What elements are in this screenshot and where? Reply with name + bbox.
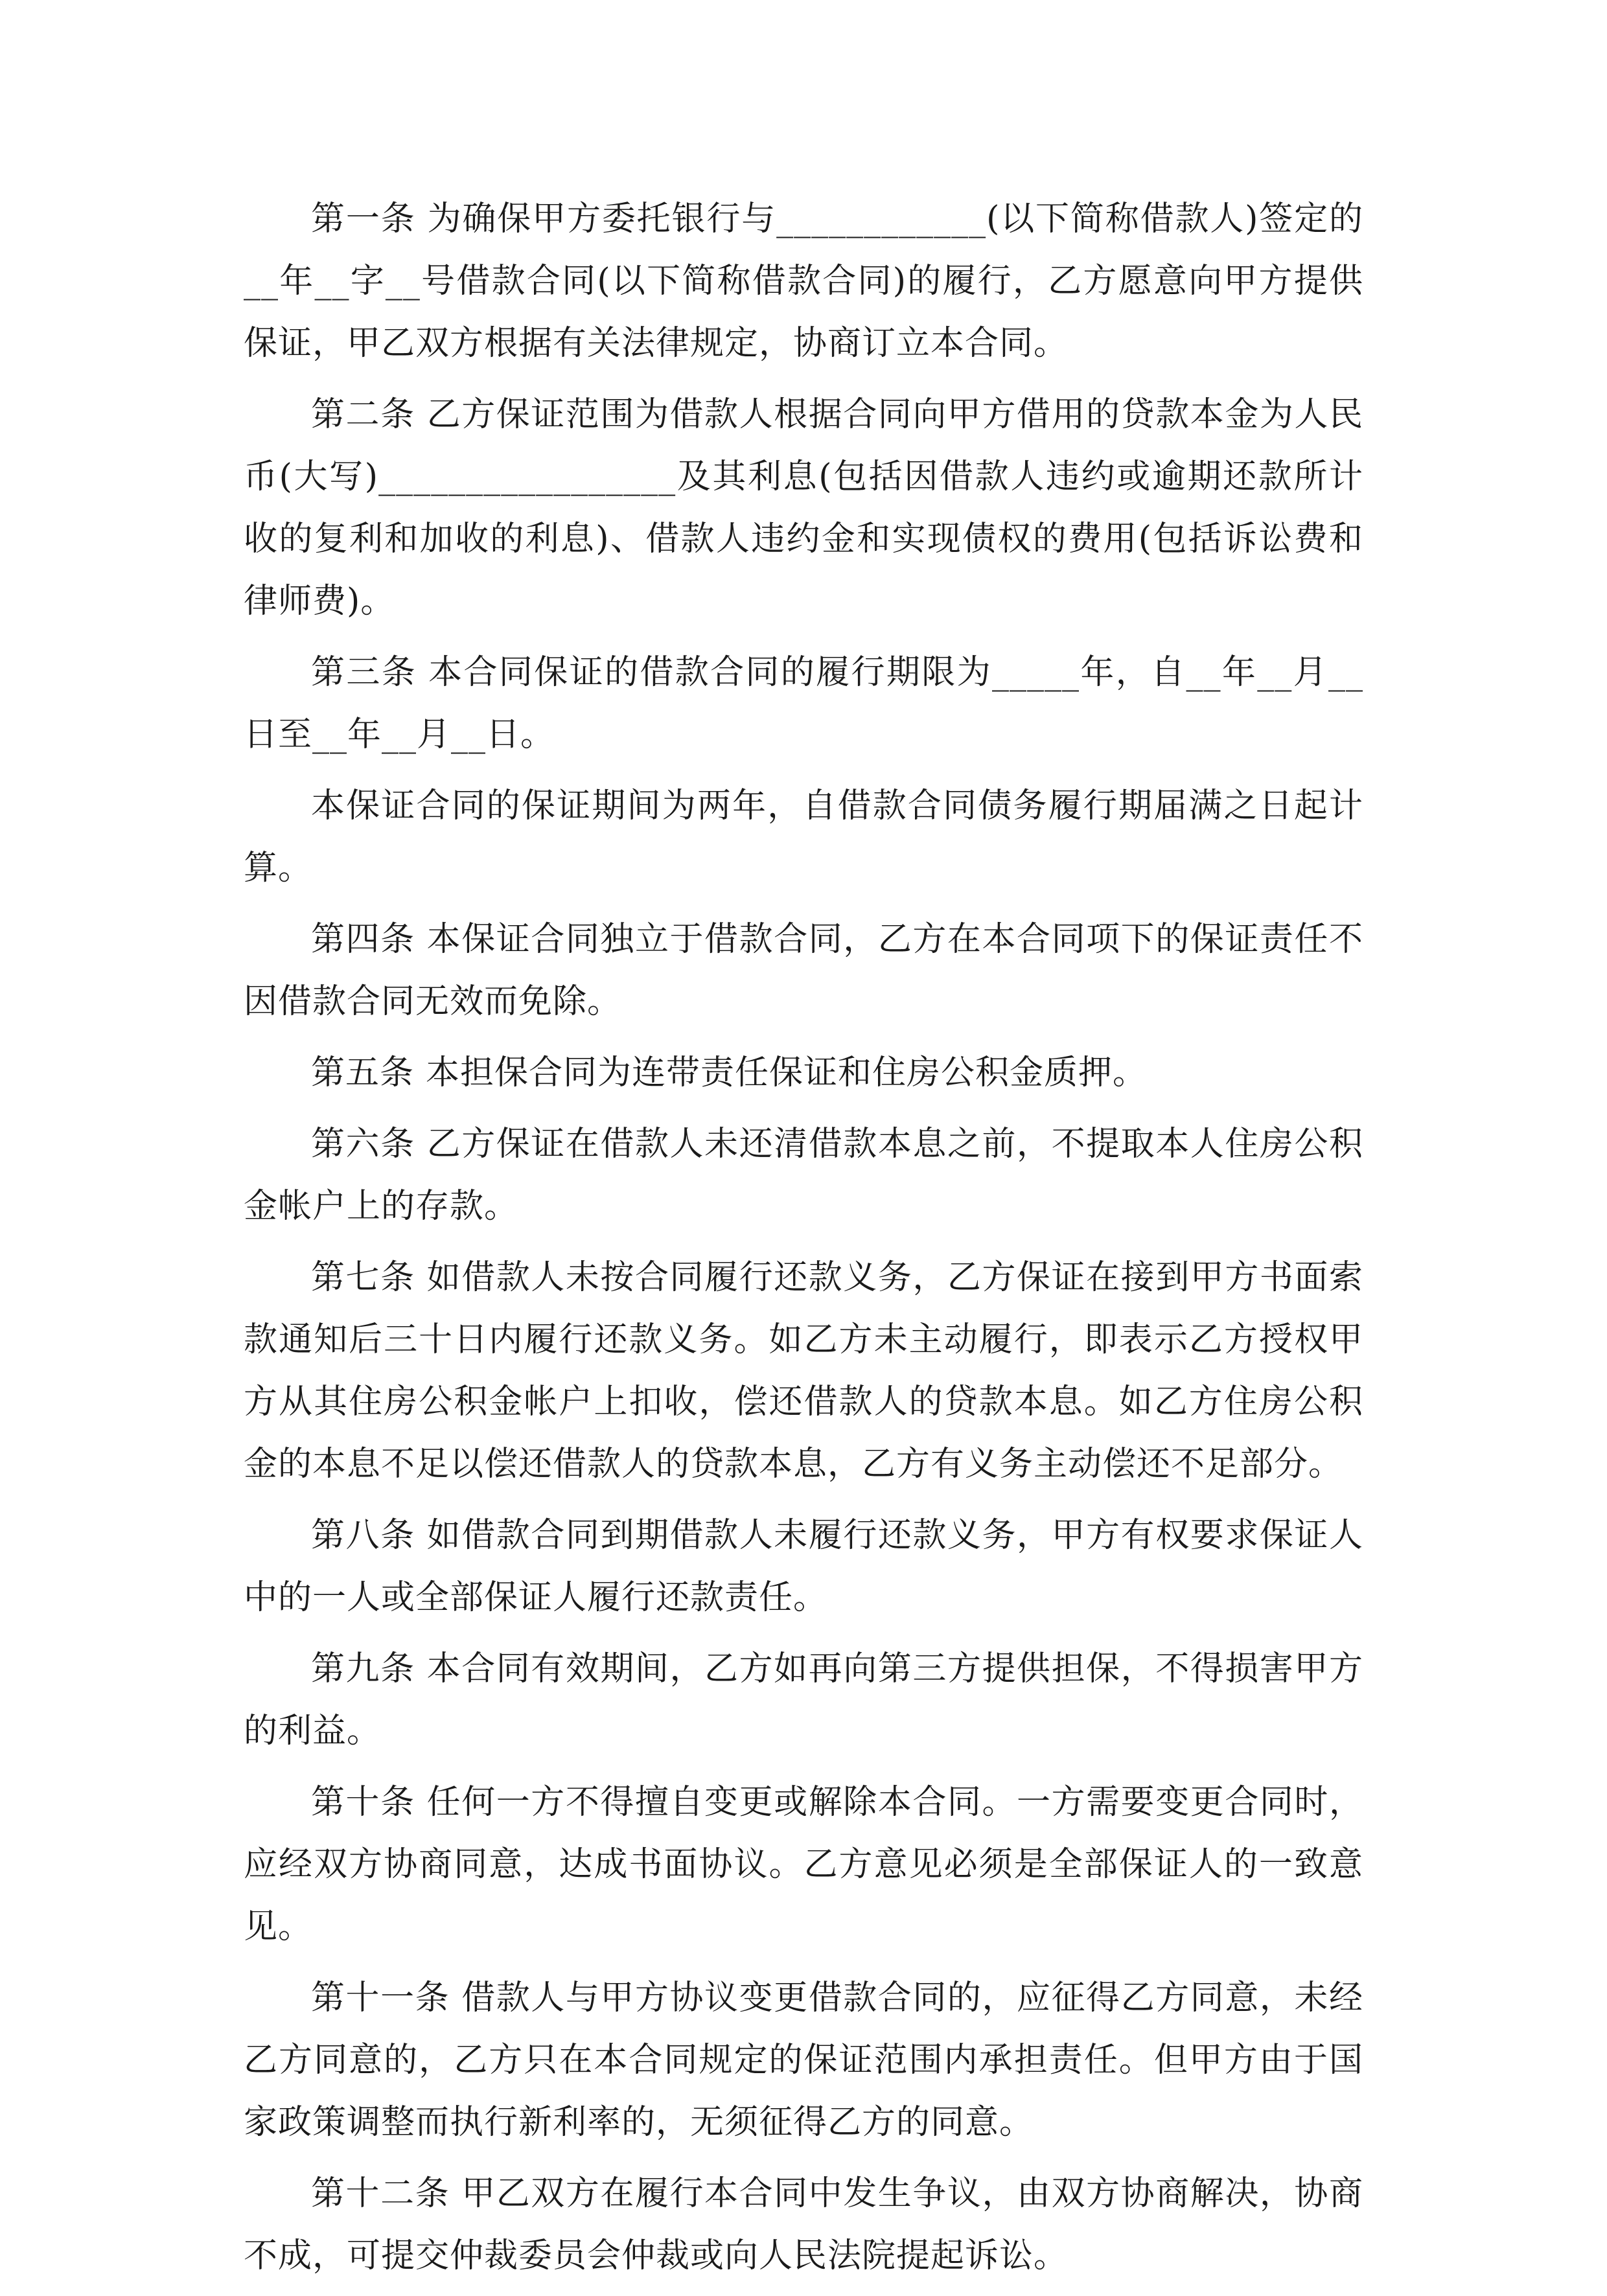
article-6 [244, 1113, 1363, 1237]
article-text: 任何一方不得擅自变更或解除本合同。一方需要变更合同时，应经双方协商同意，达成书面协议。乙方意见必须是全部保证人的一致意见。 [244, 1783, 1363, 1946]
article-label: 第二条 [311, 395, 415, 434]
article-text: 本保证合同的保证期间为两年，自借款合同债务履行期届满之日起计算。 [244, 786, 1363, 888]
article-label: 第九条 [311, 1649, 415, 1688]
article-text: 为确保甲方委托银行与____________(以下简称借款人)签定的__年__字__号借款合同(以下简称借款合同)的履行，乙方愿意向甲方提供保证，甲乙双方根据有关法律规定，协商订立本合同。 [244, 200, 1363, 363]
article-label: 第三条 [311, 653, 417, 692]
article-text: 如借款人未按合同履行还款义务，乙方保证在接到甲方书面索款通知后三十日内履行还款义务。如乙方未主动履行，即表示乙方授权甲方从其住房公积金帐户上扣收，偿还借款人的贷款本息。如乙方住房公积金的本息不足以偿还借款人的贷款本息，乙方有义务主动偿还不足部分。 [244, 1258, 1363, 1484]
article-10 [244, 1771, 1363, 1958]
article-4 [244, 908, 1363, 1033]
article-label: 第八条 [311, 1516, 415, 1555]
article-9 [244, 1638, 1363, 1762]
article-7 [244, 1246, 1363, 1495]
article-2 [244, 384, 1363, 632]
guarantee-period-paragraph [244, 775, 1363, 899]
article-text: 本担保合同为连带责任保证和住房公积金质押。 [426, 1053, 1148, 1092]
article-text: 本合同有效期间，乙方如再向第三方提供担保，不得损害甲方的利益。 [244, 1649, 1363, 1751]
article-text: 乙方保证范围为借款人根据合同向甲方借用的贷款本金为人民币(大写)_________________及其利息(包括因借款人违约或逾期还款所计收的复利和加收的利息)、借款人违约金和实现债权的费用(包括诉讼费和律师费)。 [244, 395, 1363, 621]
article-label: 第十二条 [311, 2174, 450, 2213]
article-label: 第十一条 [311, 1979, 450, 2017]
article-label: 第七条 [311, 1258, 415, 1297]
article-text: 本保证合同独立于借款合同，乙方在本合同项下的保证责任不因借款合同无效而免除。 [244, 920, 1363, 1021]
article-text: 如借款合同到期借款人未履行还款义务，甲方有权要求保证人中的一人或全部保证人履行还款责任。 [244, 1516, 1363, 1617]
article-1 [244, 188, 1363, 374]
article-label: 第六条 [311, 1125, 415, 1164]
article-label: 第五条 [311, 1053, 415, 1092]
article-text: 借款人与甲方协议变更借款合同的，应征得乙方同意，未经乙方同意的，乙方只在本合同规定的保证范围内承担责任。但甲方由于国家政策调整而执行新利率的，无须征得乙方的同意。 [244, 1979, 1363, 2142]
article-text: 乙方保证在借款人未还清借款本息之前，不提取本人住房公积金帐户上的存款。 [244, 1125, 1363, 1226]
article-text: 甲乙双方在履行本合同中发生争议，由双方协商解决，协商不成，可提交仲裁委员会仲裁或向人民法院提起诉讼。 [244, 2174, 1363, 2275]
article-5 [244, 1042, 1363, 1104]
article-text: 本合同保证的借款合同的履行期限为_____年，自__年__月__日至__年__月__日。 [244, 653, 1363, 754]
article-label: 第四条 [311, 920, 415, 959]
article-3 [244, 641, 1363, 766]
article-8 [244, 1504, 1363, 1629]
contract-page [244, 188, 1363, 2296]
article-label: 第一条 [311, 200, 416, 238]
article-11 [244, 1967, 1363, 2153]
article-12 [244, 2163, 1363, 2287]
article-label: 第十条 [311, 1783, 415, 1822]
